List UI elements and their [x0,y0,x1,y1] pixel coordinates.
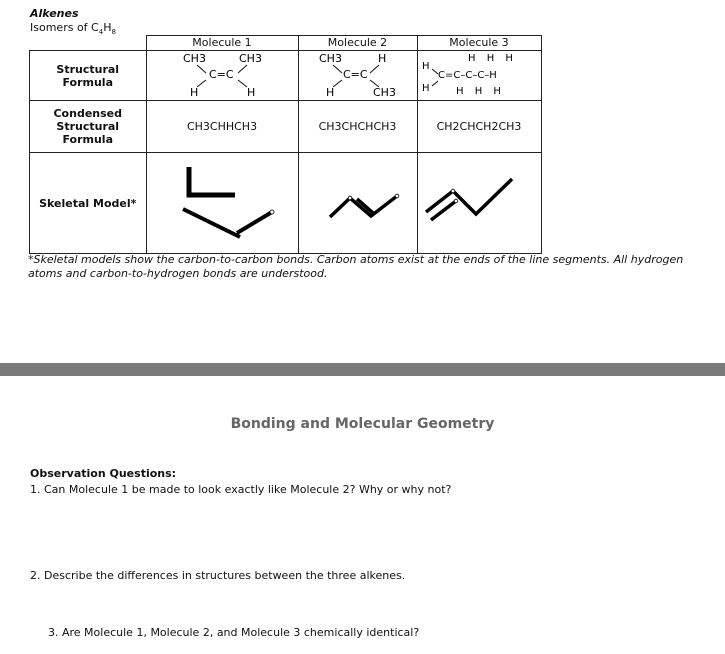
svg-text:H H H: H H H [455,86,505,97]
svg-text:CH3: CH3 [182,52,206,65]
structural-formula-2-drawing [299,51,417,97]
column-header-molecule-2: Molecule 2 [298,36,417,51]
empty-corner-cell [30,36,147,51]
isomer-table [29,35,542,254]
svg-text:C=C–C–C–H: C=C–C–C–H [437,70,497,81]
skeletal-model-1-drawing [147,153,298,250]
observation-heading: Observation Questions: [30,467,177,480]
worksheet-subtitle: Isomers of $C_4H_8$ [30,21,116,37]
question-3: 3. Are Molecule 1, Molecule 2, and Molecule 3 chemically identical? [48,626,420,639]
svg-text:H H H: H H H [467,53,517,64]
svg-text:CH3: CH3 [238,52,262,65]
svg-text:CH3: CH3 [372,86,396,97]
svg-text:H: H [377,52,386,65]
svg-text:CH3: CH3 [318,52,342,65]
structural-formula-molecule-3 [417,51,541,101]
skeletal-footnote: *Skeletal models show the carbon-to-carbon bonds. Carbon atoms exist at the ends of the line segments. All hydrogen atoms and carbon-to-hydrogen bonds are understood. [28,253,684,280]
structural-formula-1-drawing [147,51,298,97]
svg-text:H: H [246,86,255,97]
structural-formula-molecule-1 [146,51,298,101]
question-1: 1. Can Molecule 1 be made to look exactly like Molecule 2? Why or why not? [30,483,452,496]
question-2: 2. Describe the differences in structures between the three alkenes. [30,569,406,582]
condensed-formula-molecule-3: CH2CHCH2CH3 [417,101,541,153]
svg-text:H: H [421,61,430,72]
row-label-structural-formula: Structural Formula [30,51,147,101]
row-label-condensed-formula: Condensed Structural Formula [30,101,147,153]
column-header-molecule-3: Molecule 3 [417,36,541,51]
condensed-formula-molecule-2: CH3CHCHCH3 [298,101,417,153]
section-title: Bonding and Molecular Geometry [230,416,495,432]
condensed-formula-molecule-1: CH3CHHCH3 [146,101,298,153]
column-header-molecule-1: Molecule 1 [146,36,298,51]
worksheet-title: Alkenes [30,7,79,20]
skeletal-model-molecule-2 [298,153,417,254]
structural-formula-molecule-2 [298,51,417,101]
section-divider-bar [0,363,725,376]
skeletal-model-molecule-1 [146,153,298,254]
svg-text:H: H [325,86,334,97]
structural-formula-3-drawing [418,51,541,97]
skeletal-model-molecule-3 [417,153,541,254]
svg-text:C=C: C=C [208,68,234,81]
svg-text:H: H [189,86,198,97]
skeletal-model-2-drawing [299,153,417,250]
svg-text:H: H [421,83,430,94]
row-label-skeletal-model: Skeletal Model* [30,153,147,254]
skeletal-model-3-drawing [418,153,541,250]
svg-text:C=C: C=C [342,68,368,81]
